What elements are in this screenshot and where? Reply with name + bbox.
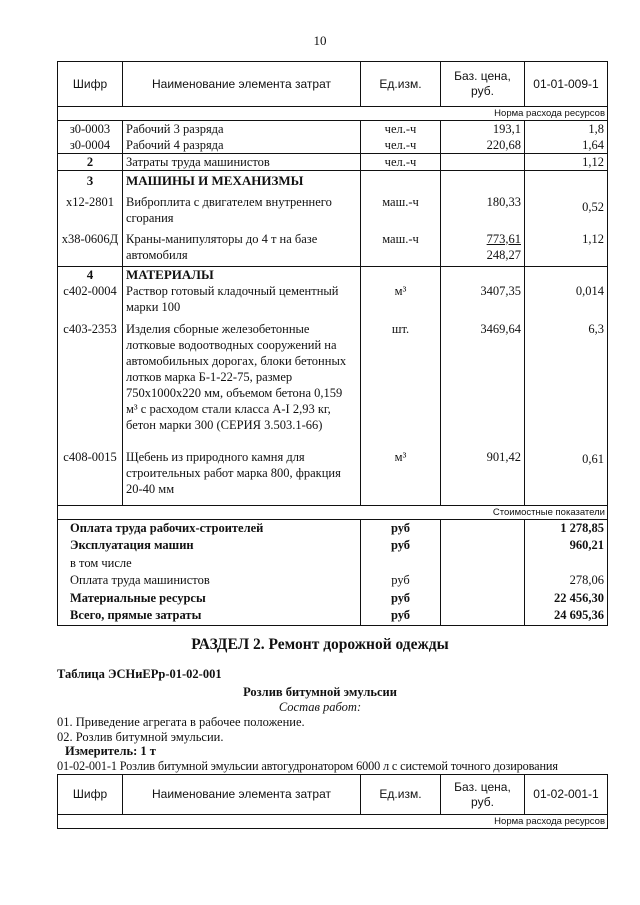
work-item: 01. Приведение агрегата в рабочее положение. bbox=[57, 715, 305, 729]
header-norm-code: 01-01-009-1 bbox=[525, 62, 608, 107]
header-name: Наименование элемента затрат bbox=[123, 62, 361, 107]
resource-table-2 bbox=[57, 774, 608, 829]
page-number: 10 bbox=[313, 33, 327, 48]
measure: Измеритель: 1 т bbox=[65, 744, 156, 758]
works-title: Состав работ: bbox=[278, 700, 362, 714]
header-name: Наименование элемента затрат bbox=[123, 775, 361, 815]
header-price: Баз. цена, руб. bbox=[441, 62, 525, 107]
table-row: з0-0004 Рабочий 4 разряда чел.-ч 220,68 1,64 bbox=[58, 137, 608, 154]
total-row: Всего, прямые затраты руб 24 695,36 bbox=[58, 607, 608, 625]
section-title: РАЗДЕЛ 2. Ремонт дорожной одежды bbox=[191, 636, 449, 653]
table-row: х38-0606Д Краны-манипуляторы до 4 т на базе автомобиля маш.-ч 773,61 248,27 1,12 bbox=[58, 231, 608, 267]
section-row: 4 МАТЕРИАЛЫ bbox=[58, 267, 608, 284]
total-row: в том числе bbox=[58, 555, 608, 573]
work-item: 02. Розлив битумной эмульсии. bbox=[57, 730, 224, 744]
total-row: Оплата труда машинистов руб 278,06 bbox=[58, 572, 608, 590]
cost-label: Стоимостные показатели bbox=[58, 505, 608, 519]
header-unit: Ед.изм. bbox=[361, 775, 441, 815]
item-description: 01-02-001-1 Розлив битумной эмульсии автогудронатором 6000 л с системой точного дозирования bbox=[57, 759, 558, 773]
header-price: Баз. цена, руб. bbox=[441, 775, 525, 815]
norm-label: Норма расхода ресурсов bbox=[58, 107, 608, 121]
header-code: Шифр bbox=[58, 62, 123, 107]
table-row: с408-0015 Щебень из природного камня для строительных работ марка 800, фракция 20-40 мм м³ 901,42 0,61 bbox=[58, 449, 608, 505]
resource-table-1 bbox=[57, 61, 608, 626]
table-title: Розлив битумной эмульсии bbox=[243, 685, 397, 699]
table-row: с402-0004 Раствор готовый кладочный цементный марки 100 м³ 3407,35 0,014 bbox=[58, 283, 608, 321]
section-row: 3 МАШИНЫ И МЕХАНИЗМЫ bbox=[58, 171, 608, 191]
norm-label: Норма расхода ресурсов bbox=[58, 815, 608, 829]
table-row: 2 Затраты труда машинистов чел.-ч 1,12 bbox=[58, 154, 608, 171]
table-row: с403-2353 Изделия сборные железобетонные лотковые водоотводных сооружений на автомобильных дорогах, блоки бетонных лотков марка Б-1-22-75, размер 750x1000x220 мм, объемом бетона 0,159 м³ с расходом стали класса А-I 2,93 кг, бетон марки 300 (СЕРИЯ 3.503.1-66) шт. 3469,64 6,3 bbox=[58, 321, 608, 449]
total-row: Эксплуатация машин руб 960,21 bbox=[58, 537, 608, 555]
total-row: Оплата труда рабочих-строителей руб 1 278,85 bbox=[58, 519, 608, 537]
table-row: х12-2801 Виброплита с двигателем внутреннего сгорания маш.-ч 180,33 0,52 bbox=[58, 191, 608, 231]
header-norm-code: 01-02-001-1 bbox=[525, 775, 608, 815]
total-row: Материальные ресурсы руб 22 456,30 bbox=[58, 590, 608, 608]
header-code: Шифр bbox=[58, 775, 123, 815]
header-unit: Ед.изм. bbox=[361, 62, 441, 107]
table-row: з0-0003 Рабочий 3 разряда чел.-ч 193,1 1,8 bbox=[58, 121, 608, 138]
table-id: Таблица ЭСНиЕРр-01-02-001 bbox=[57, 667, 222, 681]
